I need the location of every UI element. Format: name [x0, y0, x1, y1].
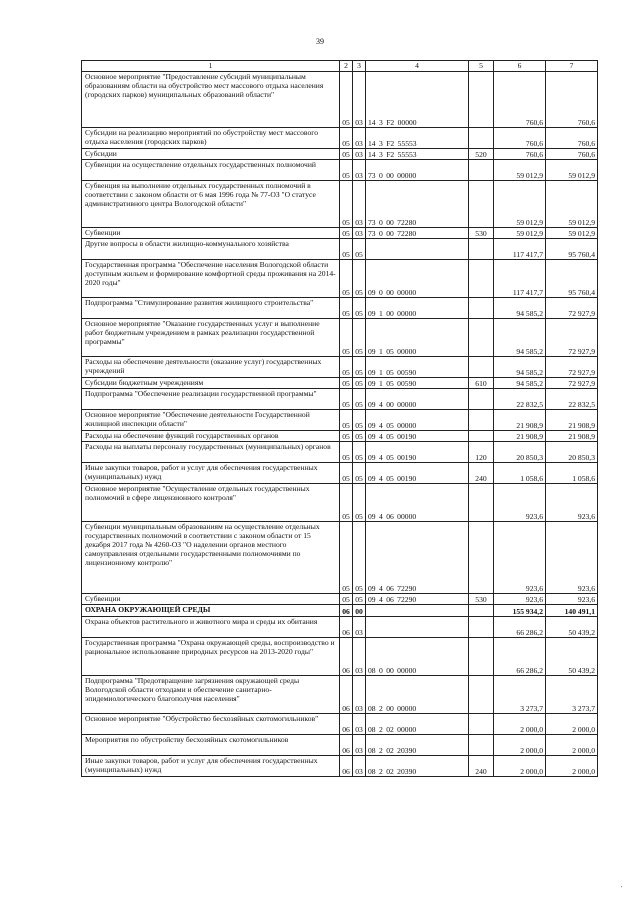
row-target-article — [366, 605, 469, 617]
row-amount-2: 2 000,0 — [546, 714, 598, 735]
row-amount-1: 923,6 — [494, 522, 546, 594]
row-amount-2: 760,6 — [546, 149, 598, 160]
table-row — [82, 410, 598, 431]
row-amount-2: 95 760,4 — [546, 239, 598, 260]
table-row — [82, 605, 598, 617]
row-name: Субвенции на осуществление отдельных государственных полномочий — [82, 160, 340, 181]
row-expense-type — [469, 605, 494, 617]
row-subsection: 05 — [353, 319, 366, 357]
row-name: Иные закупки товаров, работ и услуг для обеспечения государственных (муниципальных) нужд — [82, 463, 340, 484]
row-expense-type — [469, 239, 494, 260]
row-name: ОХРАНА ОКРУЖАЮЩЕЙ СРЕДЫ — [82, 605, 340, 617]
table-row — [82, 228, 598, 239]
row-amount-1: 760,6 — [494, 72, 546, 128]
margin-mark: ' — [620, 886, 622, 892]
row-section: 05 — [340, 410, 353, 431]
row-amount-1: 923,6 — [494, 594, 546, 605]
row-name: Основное мероприятие "Предоставление субсидий муниципальным образованиям области на обустройство мест массового отдыха населения (городских парков) муниципальных образований области" — [82, 72, 340, 128]
row-section: 06 — [340, 756, 353, 777]
row-expense-type — [469, 160, 494, 181]
row-subsection: 05 — [353, 594, 366, 605]
row-target-article: 09 4 05 00000 — [366, 410, 469, 431]
row-amount-2: 21 908,9 — [546, 410, 598, 431]
row-name: Основное мероприятие "Осуществление отдельных государственных полномочий в сфере лицензионного контроля" — [82, 484, 340, 522]
row-name: Подпрограмма "Обеспечение реализации государственной программы" — [82, 389, 340, 410]
row-expense-type: 610 — [469, 378, 494, 389]
row-target-article: 09 1 05 00590 — [366, 357, 469, 378]
table-row — [82, 319, 598, 357]
row-expense-type: 520 — [469, 149, 494, 160]
row-expense-type — [469, 522, 494, 594]
row-amount-2: 140 491,1 — [546, 605, 598, 617]
table-row — [82, 756, 598, 777]
row-amount-2: 95 760,4 — [546, 260, 598, 298]
row-amount-1: 66 286,2 — [494, 638, 546, 676]
row-subsection: 03 — [353, 676, 366, 714]
row-section: 06 — [340, 676, 353, 714]
table-row — [82, 378, 598, 389]
row-section: 05 — [340, 484, 353, 522]
row-amount-2: 2 000,0 — [546, 756, 598, 777]
row-section: 06 — [340, 714, 353, 735]
row-amount-1: 94 585,2 — [494, 378, 546, 389]
row-target-article: 08 2 02 20390 — [366, 735, 469, 756]
table-row — [82, 735, 598, 756]
row-subsection: 05 — [353, 463, 366, 484]
row-amount-2: 21 908,9 — [546, 431, 598, 442]
table-row — [82, 594, 598, 605]
table-row — [82, 357, 598, 378]
row-expense-type — [469, 72, 494, 128]
row-subsection: 03 — [353, 638, 366, 676]
row-expense-type — [469, 260, 494, 298]
row-subsection: 03 — [353, 617, 366, 638]
row-section: 05 — [340, 442, 353, 463]
row-target-article: 08 0 00 00000 — [366, 638, 469, 676]
row-target-article: 14 3 F2 00000 — [366, 72, 469, 128]
row-subsection: 05 — [353, 442, 366, 463]
row-amount-2: 72 927,9 — [546, 378, 598, 389]
table-row — [82, 714, 598, 735]
table-row — [82, 72, 598, 128]
header-col-6: 6 — [494, 61, 546, 72]
row-target-article: 09 4 06 72290 — [366, 594, 469, 605]
header-col-1: 1 — [82, 61, 340, 72]
row-amount-1: 94 585,2 — [494, 319, 546, 357]
row-amount-2: 20 850,3 — [546, 442, 598, 463]
row-section: 05 — [340, 260, 353, 298]
row-target-article: 09 4 05 00190 — [366, 463, 469, 484]
row-target-article: 09 0 00 00000 — [366, 260, 469, 298]
row-amount-2: 59 012,9 — [546, 160, 598, 181]
header-col-4: 4 — [366, 61, 469, 72]
row-subsection: 03 — [353, 228, 366, 239]
row-section: 05 — [340, 298, 353, 319]
row-expense-type — [469, 431, 494, 442]
row-name: Иные закупки товаров, работ и услуг для обеспечения государственных (муниципальных) нужд — [82, 756, 340, 777]
row-section: 05 — [340, 431, 353, 442]
row-section: 05 — [340, 239, 353, 260]
table-row — [82, 617, 598, 638]
row-name: Основное мероприятие "Оказание государственных услуг и выполнение работ бюджетным учреждением в рамках реализации государственной программы" — [82, 319, 340, 357]
row-section: 06 — [340, 617, 353, 638]
header-col-2: 2 — [340, 61, 353, 72]
table-row — [82, 239, 598, 260]
row-amount-2: 59 012,9 — [546, 228, 598, 239]
row-subsection: 05 — [353, 522, 366, 594]
table-row — [82, 181, 598, 228]
row-amount-1: 923,6 — [494, 484, 546, 522]
row-amount-1: 760,6 — [494, 128, 546, 149]
row-amount-1: 21 908,9 — [494, 431, 546, 442]
row-amount-2: 760,6 — [546, 72, 598, 128]
row-target-article: 14 3 F2 55553 — [366, 149, 469, 160]
row-name: Подпрограмма "Стимулирование развития жилищного строительства" — [82, 298, 340, 319]
row-expense-type — [469, 389, 494, 410]
row-name: Основное мероприятие "Обеспечение деятельности Государственной жилищной инспекции области" — [82, 410, 340, 431]
header-col-7: 7 — [546, 61, 598, 72]
row-section: 05 — [340, 594, 353, 605]
row-subsection: 05 — [353, 357, 366, 378]
row-name: Субсидии бюджетным учреждениям — [82, 378, 340, 389]
row-subsection: 05 — [353, 484, 366, 522]
row-section: 05 — [340, 319, 353, 357]
table-row — [82, 260, 598, 298]
row-target-article: 09 4 05 00190 — [366, 442, 469, 463]
row-expense-type: 240 — [469, 756, 494, 777]
row-expense-type — [469, 617, 494, 638]
row-amount-1: 2 000,0 — [494, 735, 546, 756]
row-amount-1: 21 908,9 — [494, 410, 546, 431]
table-row — [82, 160, 598, 181]
page-number: 39 — [316, 37, 324, 46]
table-row — [82, 442, 598, 463]
row-subsection: 05 — [353, 260, 366, 298]
table-row — [82, 522, 598, 594]
row-target-article: 08 2 02 00000 — [366, 714, 469, 735]
row-expense-type: 530 — [469, 228, 494, 239]
table-row — [82, 128, 598, 149]
row-section: 05 — [340, 128, 353, 149]
row-expense-type: 530 — [469, 594, 494, 605]
row-amount-1: 3 273,7 — [494, 676, 546, 714]
row-subsection: 03 — [353, 735, 366, 756]
row-section: 05 — [340, 522, 353, 594]
row-name: Подпрограмма "Предотвращение загрязнения окружающей среды Вологодской области отходами и обеспечение санитарно-эпидемиологического благополучия населения" — [82, 676, 340, 714]
row-name: Мероприятия по обустройству бесхозяйных скотомогильников — [82, 735, 340, 756]
row-amount-1: 2 000,0 — [494, 714, 546, 735]
row-amount-2: 923,6 — [546, 594, 598, 605]
row-expense-type — [469, 357, 494, 378]
row-target-article: 09 4 05 00190 — [366, 431, 469, 442]
row-amount-2: 2 000,0 — [546, 735, 598, 756]
row-section: 05 — [340, 181, 353, 228]
row-amount-1: 22 832,5 — [494, 389, 546, 410]
row-amount-1: 155 934,2 — [494, 605, 546, 617]
table-row — [82, 463, 598, 484]
row-amount-1: 59 012,9 — [494, 228, 546, 239]
row-target-article — [366, 617, 469, 638]
row-amount-2: 22 832,5 — [546, 389, 598, 410]
table-row — [82, 149, 598, 160]
row-target-article — [366, 239, 469, 260]
row-target-article: 73 0 00 00000 — [366, 160, 469, 181]
row-name: Субвенции — [82, 228, 340, 239]
row-amount-2: 50 439,2 — [546, 617, 598, 638]
table-row — [82, 484, 598, 522]
row-section: 05 — [340, 160, 353, 181]
row-expense-type — [469, 714, 494, 735]
row-subsection: 05 — [353, 389, 366, 410]
table-row — [82, 638, 598, 676]
row-name: Основное мероприятие "Обустройство бесхозяйных скотомогильников" — [82, 714, 340, 735]
table-row — [82, 676, 598, 714]
row-expense-type — [469, 676, 494, 714]
row-section: 06 — [340, 638, 353, 676]
row-amount-1: 117 417,7 — [494, 260, 546, 298]
row-amount-1: 20 850,3 — [494, 442, 546, 463]
row-name: Субсидии — [82, 149, 340, 160]
row-amount-2: 923,6 — [546, 522, 598, 594]
row-subsection: 05 — [353, 239, 366, 260]
row-target-article: 09 4 00 00000 — [366, 389, 469, 410]
row-subsection: 03 — [353, 72, 366, 128]
row-name: Расходы на выплаты персоналу государственных (муниципальных) органов — [82, 442, 340, 463]
row-target-article: 73 0 00 72280 — [366, 228, 469, 239]
row-section: 05 — [340, 389, 353, 410]
row-amount-2: 760,6 — [546, 128, 598, 149]
row-amount-2: 72 927,9 — [546, 298, 598, 319]
row-name: Охрана объектов растительного и животного мира и среды их обитания — [82, 617, 340, 638]
row-amount-1: 94 585,2 — [494, 357, 546, 378]
row-target-article: 14 3 F2 55553 — [366, 128, 469, 149]
budget-table — [81, 60, 598, 777]
row-expense-type — [469, 128, 494, 149]
row-subsection: 03 — [353, 128, 366, 149]
row-amount-2: 3 273,7 — [546, 676, 598, 714]
row-subsection: 05 — [353, 378, 366, 389]
header-col-5: 5 — [469, 61, 494, 72]
row-target-article: 09 1 05 00590 — [366, 378, 469, 389]
row-subsection: 05 — [353, 431, 366, 442]
row-name: Государственная программа "Обеспечение населения Вологодской области доступным жильем и формирование комфортной среды проживания на 2014-2020 годы" — [82, 260, 340, 298]
header-col-3: 3 — [353, 61, 366, 72]
row-target-article: 08 2 00 00000 — [366, 676, 469, 714]
row-amount-1: 2 000,0 — [494, 756, 546, 777]
table-row — [82, 389, 598, 410]
row-amount-2: 72 927,9 — [546, 319, 598, 357]
row-amount-2: 50 439,2 — [546, 638, 598, 676]
row-amount-1: 66 286,2 — [494, 617, 546, 638]
row-subsection: 03 — [353, 160, 366, 181]
row-name: Субвенции — [82, 594, 340, 605]
row-expense-type — [469, 410, 494, 431]
row-section: 05 — [340, 378, 353, 389]
row-target-article: 09 1 00 00000 — [366, 298, 469, 319]
row-expense-type — [469, 735, 494, 756]
row-expense-type: 120 — [469, 442, 494, 463]
row-amount-2: 1 058,6 — [546, 463, 598, 484]
row-target-article: 08 2 02 20390 — [366, 756, 469, 777]
row-section: 05 — [340, 149, 353, 160]
row-expense-type — [469, 638, 494, 676]
row-section: 05 — [340, 463, 353, 484]
row-subsection: 05 — [353, 410, 366, 431]
row-section: 05 — [340, 72, 353, 128]
row-section: 05 — [340, 228, 353, 239]
row-name: Расходы на обеспечение деятельности (оказание услуг) государственных учреждений — [82, 357, 340, 378]
row-section: 05 — [340, 357, 353, 378]
row-subsection: 03 — [353, 714, 366, 735]
row-name: Другие вопросы в области жилищно-коммунального хозяйства — [82, 239, 340, 260]
row-name: Субвенции муниципальным образованиям на осуществление отдельных государственных полномочий в соответствии с законом области от 15 декабря 2017 года № 4260-ОЗ "О наделении органов местного самоуправления отдельными государственными полномочиями по лицензионному контролю" — [82, 522, 340, 594]
row-target-article: 73 0 00 72280 — [366, 181, 469, 228]
row-expense-type — [469, 298, 494, 319]
row-subsection: 00 — [353, 605, 366, 617]
row-amount-2: 72 927,9 — [546, 357, 598, 378]
row-amount-1: 117 417,7 — [494, 239, 546, 260]
row-name: Субвенция на выполнение отдельных государственных полномочий в соответствии с законом области от 6 мая 1996 года № 77-ОЗ "О статусе административного центра Вологодской области" — [82, 181, 340, 228]
row-subsection: 03 — [353, 149, 366, 160]
row-section: 06 — [340, 735, 353, 756]
row-amount-1: 760,6 — [494, 149, 546, 160]
row-expense-type — [469, 319, 494, 357]
row-section: 06 — [340, 605, 353, 617]
row-target-article: 09 4 06 72290 — [366, 522, 469, 594]
row-subsection: 05 — [353, 298, 366, 319]
header-row — [82, 61, 598, 72]
row-amount-1: 59 012,9 — [494, 160, 546, 181]
row-subsection: 03 — [353, 181, 366, 228]
row-amount-1: 59 012,9 — [494, 181, 546, 228]
row-amount-2: 59 012,9 — [546, 181, 598, 228]
row-name: Государственная программа "Охрана окружающей среды, воспроизводство и рациональное использование природных ресурсов на 2013-2020 годы" — [82, 638, 340, 676]
row-amount-1: 1 058,6 — [494, 463, 546, 484]
row-expense-type — [469, 181, 494, 228]
row-expense-type: 240 — [469, 463, 494, 484]
table-row — [82, 431, 598, 442]
row-amount-1: 94 585,2 — [494, 298, 546, 319]
row-subsection: 03 — [353, 756, 366, 777]
table-row — [82, 298, 598, 319]
row-name: Субсидии на реализацию мероприятий по обустройству мест массового отдыха населения (городских парков) — [82, 128, 340, 149]
row-amount-2: 923,6 — [546, 484, 598, 522]
row-expense-type — [469, 484, 494, 522]
row-name: Расходы на обеспечение функций государственных органов — [82, 431, 340, 442]
row-target-article: 09 1 05 00000 — [366, 319, 469, 357]
row-target-article: 09 4 06 00000 — [366, 484, 469, 522]
